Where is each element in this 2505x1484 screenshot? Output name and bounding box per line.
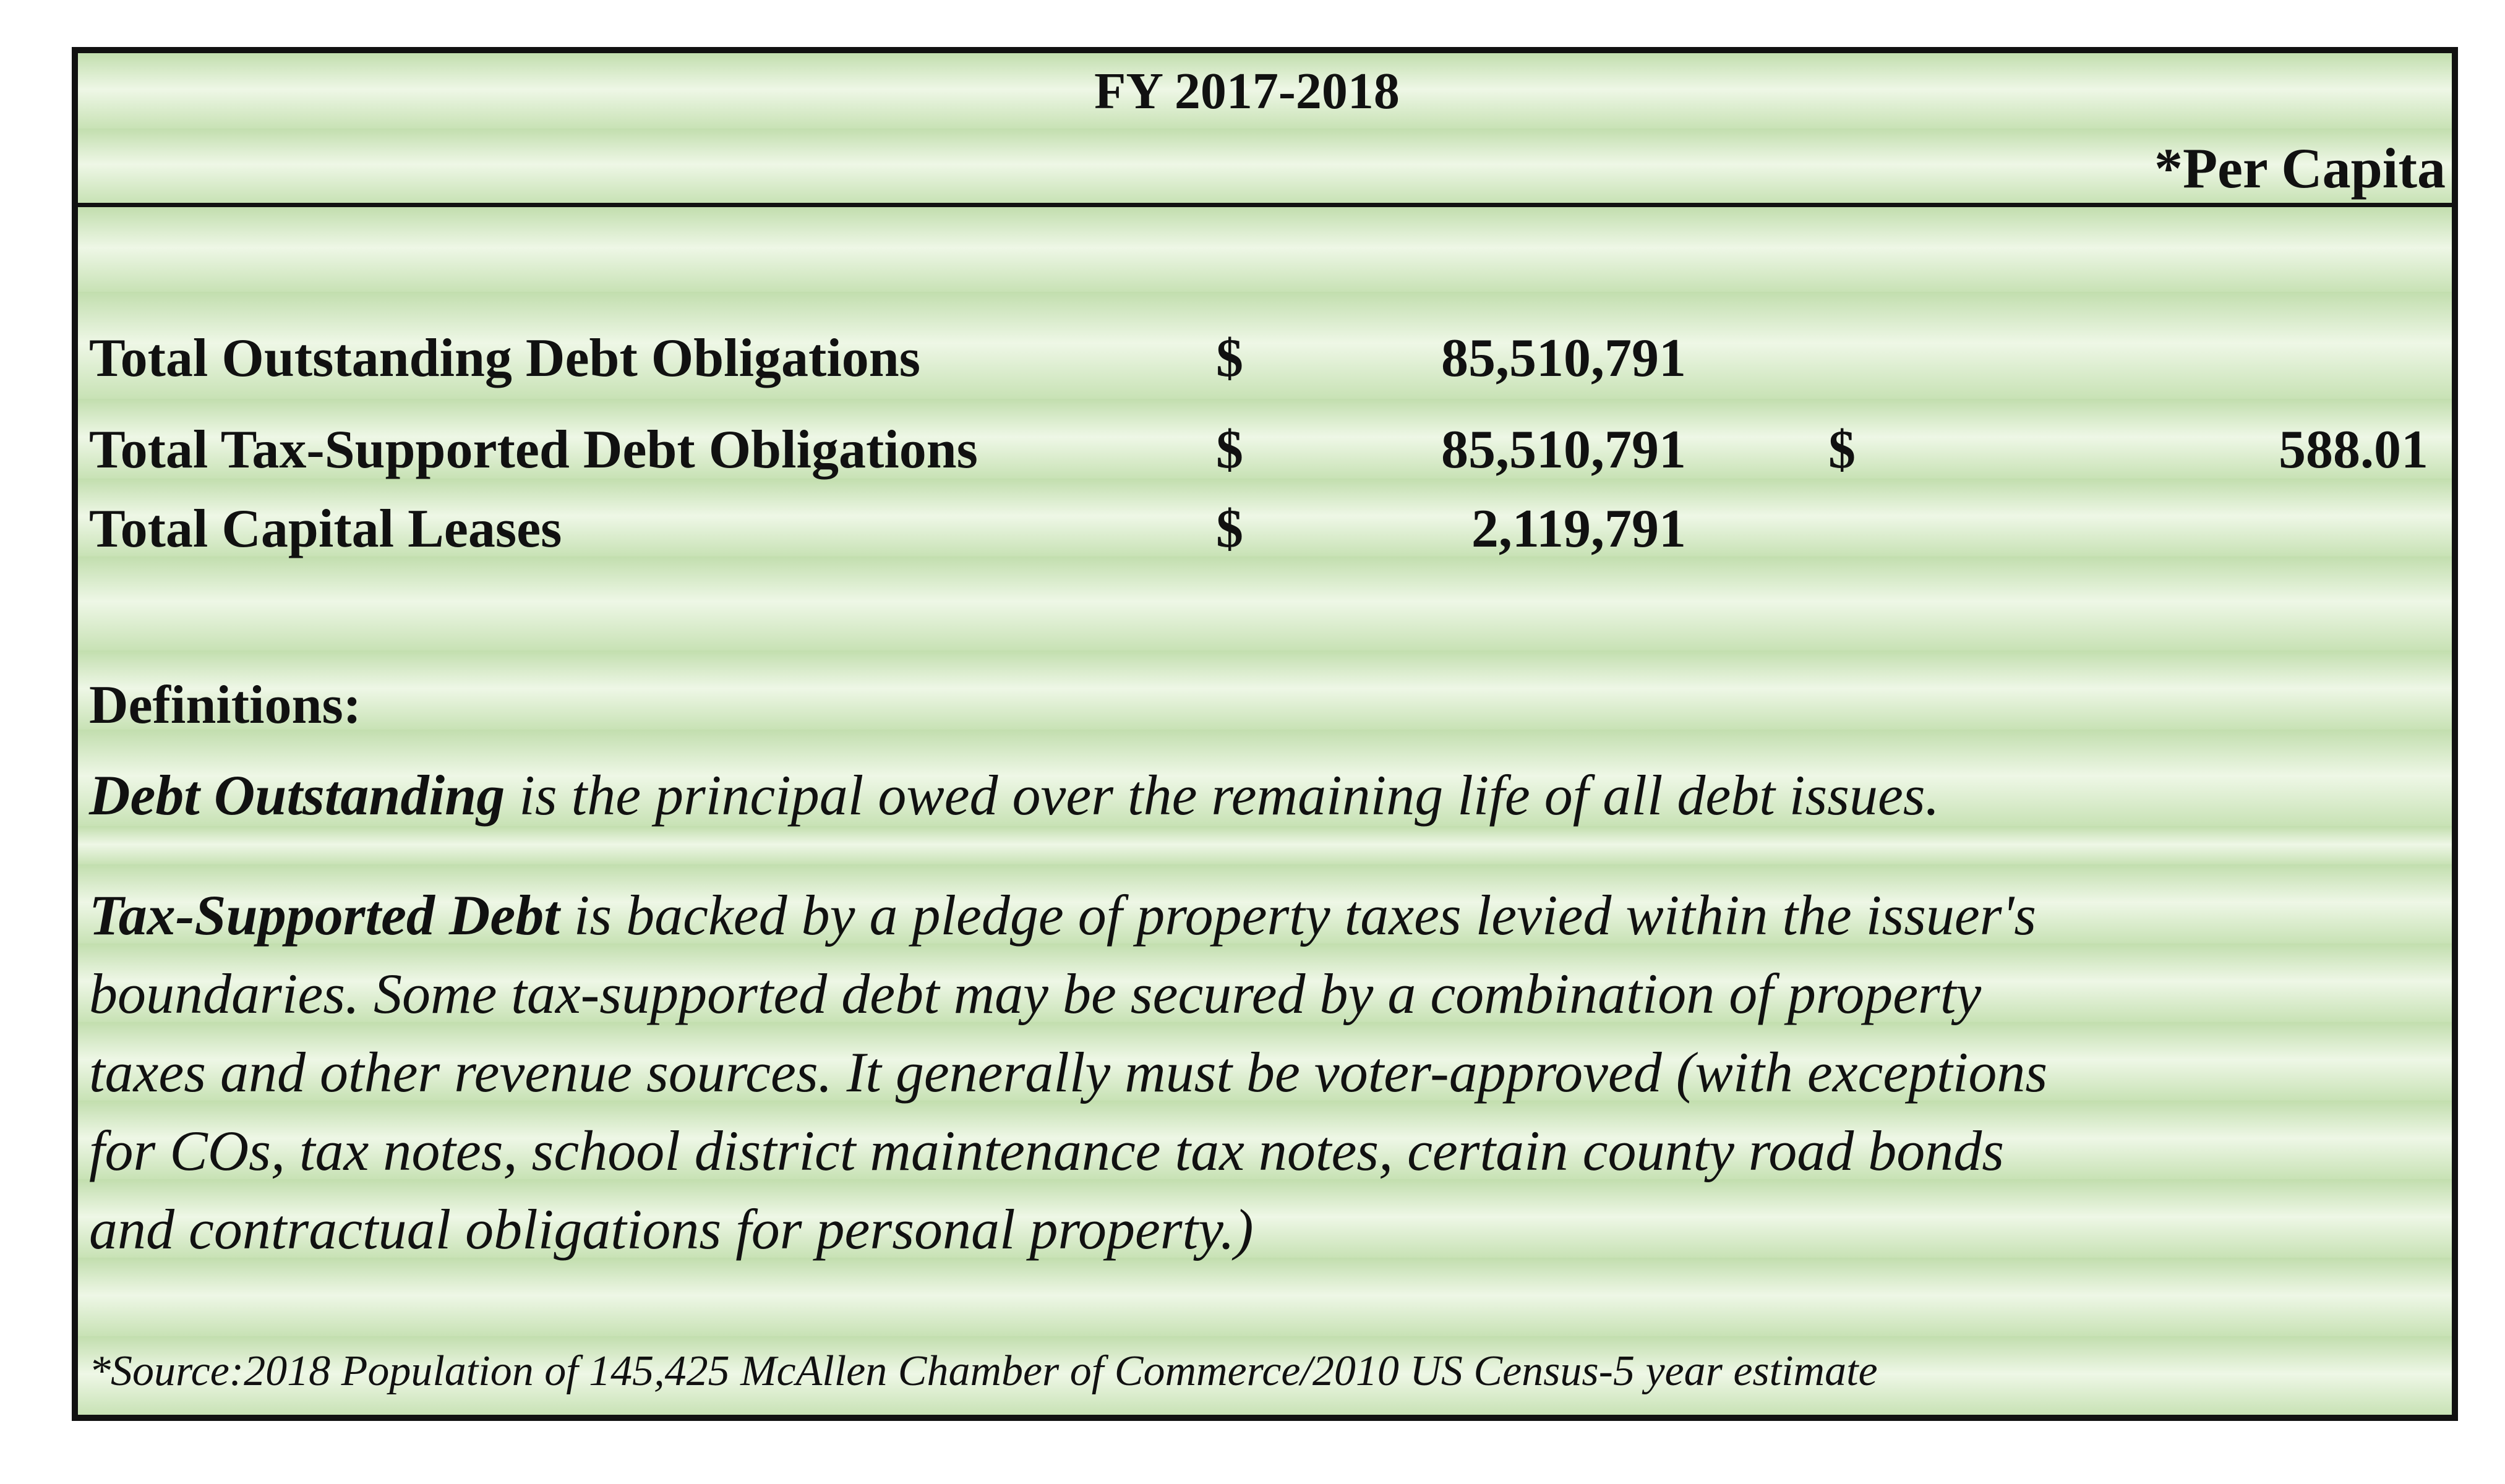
row-band	[78, 650, 2452, 730]
row-band	[78, 556, 2452, 650]
currency-symbol: $	[1216, 328, 1243, 388]
header-band	[78, 129, 2452, 203]
definition-text: is the principal owed over the remaining life of all debt issues.	[505, 764, 1940, 827]
term-debt-outstanding: Debt Outstanding	[89, 764, 505, 827]
per-capita-header: *Per Capita	[2154, 137, 2446, 200]
per-capita-tax-supported-debt: 588.01	[2279, 420, 2428, 480]
row-band	[78, 207, 2452, 292]
fiscal-year-title: FY 2017-2018	[1094, 62, 1400, 120]
row-label-tax-supported-debt: Total Tax-Supported Debt Obligations	[89, 420, 978, 480]
row-label-capital-leases: Total Capital Leases	[89, 499, 562, 559]
amount-tax-supported-debt: 85,510,791	[1441, 420, 1686, 480]
currency-symbol: $	[1216, 499, 1243, 559]
debt-summary-table	[72, 47, 2458, 1421]
row-band	[78, 826, 2452, 864]
definition-tax-supported-line-1	[89, 881, 2036, 949]
amount-capital-leases: 2,119,791	[1471, 499, 1686, 559]
definitions-heading: Definitions:	[89, 675, 361, 735]
definition-tax-supported-line-2: boundaries. Some tax-supported debt may be secured by a combination of property	[89, 962, 1982, 1025]
row-band	[78, 1258, 2452, 1336]
header-divider	[78, 203, 2452, 207]
definition-debt-outstanding	[89, 761, 1940, 829]
definition-tax-supported-line-5: and contractual obligations for personal property.)	[89, 1198, 1254, 1261]
term-tax-supported-debt: Tax-Supported Debt	[89, 884, 560, 947]
definition-tax-supported-line-4: for COs, tax notes, school district maintenance tax notes, certain county road bonds	[89, 1119, 2005, 1182]
row-label-outstanding-debt: Total Outstanding Debt Obligations	[89, 328, 920, 388]
definition-tax-supported-line-3: taxes and other revenue sources. It generally must be voter-approved (with exceptions	[89, 1041, 2048, 1104]
amount-outstanding-debt: 85,510,791	[1441, 328, 1686, 388]
definition-text: is backed by a pledge of property taxes levied within the issuer's	[559, 884, 2037, 947]
source-footnote: *Source:2018 Population of 145,425 McAllen Chamber of Commerce/2010 US Census-5 year estimate	[89, 1347, 1878, 1395]
currency-symbol: $	[1216, 420, 1243, 480]
per-capita-currency-symbol: $	[1828, 420, 1856, 480]
